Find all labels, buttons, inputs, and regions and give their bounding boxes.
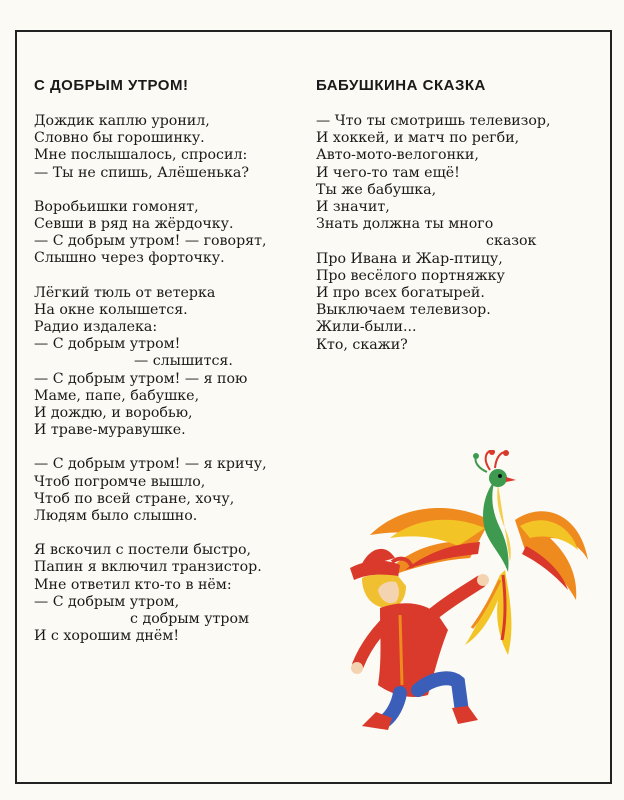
poem-line: И чего-то там ещё! [316, 164, 460, 181]
poem-line: Про весёлого портняжку [316, 267, 505, 284]
poem-line: Кто, скажи? [316, 336, 408, 353]
poem-line: И траве-муравушке. [34, 422, 186, 439]
poem-line: — С добрым утром! — я кричу, [34, 456, 267, 473]
poem-line: Севши в ряд на жёрдочку. [34, 216, 234, 233]
poem-line: На окне колышется. [34, 301, 188, 318]
poem-line: И значит, [316, 199, 390, 216]
poem-line: Выключаем телевизор. [316, 302, 491, 319]
poem-line: Лёгкий тюль от ветерка [34, 284, 216, 301]
poem-line: И про всех богатырей. [316, 285, 485, 302]
ivan-firebird-illustration [340, 450, 600, 735]
poem-line: Мне послышалось, спросил: [34, 147, 248, 164]
poem-line: Словно бы горошинку. [34, 130, 205, 147]
poem-line: Чтоб погромче вышло, [34, 473, 206, 490]
poem-line: Знать должна ты много [316, 216, 494, 233]
poem-line: Маме, папе, бабушке, [34, 387, 200, 404]
poem-line: И с хорошим днём! [34, 628, 180, 645]
poem-line: Ты же бабушка, [316, 181, 437, 198]
poem-line: — слышится. [134, 353, 233, 370]
poem-line: — С добрым утром! — говорят, [34, 233, 267, 250]
poem-line: — С добрым утром! — я пою [34, 370, 248, 387]
poem-line: Воробьишки гомонят, [34, 198, 199, 215]
ivan-figure-icon [350, 549, 489, 730]
poem-line: Жили-были... [316, 319, 417, 336]
poem-line: Дождик каплю уронил, [34, 113, 210, 129]
poem-line: Радио издалека: [34, 319, 158, 336]
poem-title: С ДОБРЫМ УТРОМ! [34, 77, 189, 94]
poem-line: Чтоб по всей стране, хочу, [34, 490, 235, 507]
poem-line: — С добрым утром, [34, 593, 180, 610]
poem-grandma-tale [316, 76, 551, 354]
poem-line: — С добрым утром! [34, 336, 181, 353]
poem-line: с добрым утром [130, 611, 250, 628]
poem-line: Слышно через форточку. [34, 250, 225, 267]
poem-line: И дождю, и воробью, [34, 405, 193, 422]
poem-line: — Что ты смотришь телевизор, [316, 113, 551, 129]
poem-line: Авто-мото-велогонки, [316, 147, 479, 164]
poem-line: сказок [486, 233, 537, 250]
poem-line: Папин я включил транзистор. [34, 559, 262, 576]
poem-title: БАБУШКИНА СКАЗКА [316, 77, 486, 94]
poem-line: Людям было слышно. [34, 508, 198, 525]
poem-line: Я вскочил с постели быстро, [34, 542, 252, 559]
poem-line: И хоккей, и матч по регби, [316, 130, 520, 147]
poem-line: — Ты не спишь, Алёшенька? [34, 164, 249, 181]
poem-line: Про Ивана и Жар-птицу, [316, 250, 503, 267]
poem-line: Мне ответил кто-то в нём: [34, 576, 232, 593]
poem-good-morning [34, 76, 267, 645]
